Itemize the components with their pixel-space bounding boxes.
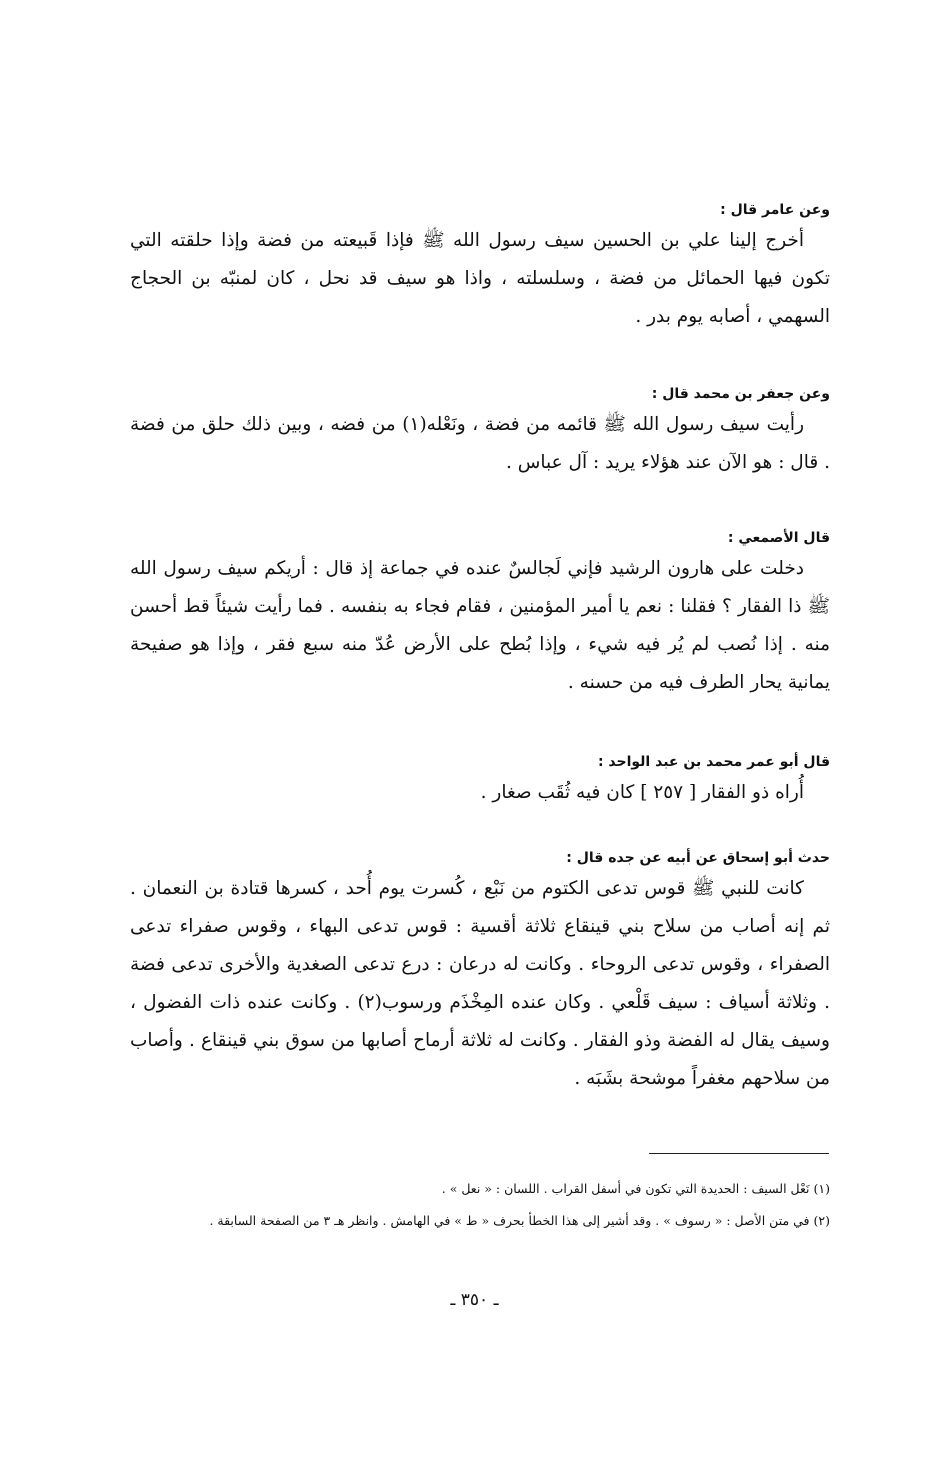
section-asmai (130, 530, 830, 702)
section-abu-umar (130, 754, 830, 812)
section-paragraph: دخلت على هارون الرشيد فإني لَجالسٌ عنده في جماعة إذ قال : أريكم سيف رسول الله ﷺ ذا الفقار ؟ فقلنا : نعم يا أمير المؤمنين ، فقام فجاء به بنفسه . فما رأيت شيئاً قط أحسن منه . إذا نُصب لم يُر فيه شيء ، وإذا بُطح على الأرض عُدّ منه سبع فقر ، وإذا هو صفيحة يمانية يحار الطرف فيه من حسنه . (130, 558, 830, 693)
section-paragraph: أخرج إلينا علي بن الحسين سيف رسول الله ﷺ فإذا قَبيعته من فضة وإذا حلقته التي تكون فيها الحمائل من فضة ، وسلسلته ، واذا هو سيف قد نحل ، كان لمنبّه بن الحجاج السهمي ، أصابه يوم بدر . (130, 230, 830, 327)
section-amir (130, 202, 830, 336)
section-heading: قال أبو عمر محمد بن عبد الواحد : (597, 754, 830, 770)
footnote-1: (١) نَعْل السيف : الحديدة التي تكون في أسفل القراب . اللسان : « نعل » . (441, 1181, 830, 1196)
section-heading: حدث أبو إسحاق عن أبيه عن جده قال : (566, 850, 830, 866)
section-heading: قال الأصمعي : (727, 530, 830, 546)
footnote-2: (٢) في متن الأصل : « رسوف » . وقد أشير إلى هذا الخطأ بحرف « ط » في الهامش . وانظر هـ ٣ من الصفحة السابقة . (209, 1213, 830, 1228)
page-number: ـ ٣٥٠ ـ (450, 1290, 499, 1310)
section-paragraph: كانت للنبي ﷺ قوس تدعى الكتوم من نَبْع ، كُسرت يوم أُحد ، كسرها قتادة بن النعمان . ثم إنه أصاب من سلاح بني قينقاع ثلاثة أقسية : قوس تدعى البهاء ، وقوس صفراء تدعى الصفراء ، وقوس تدعى الروحاء . وكانت له درعان : درع تدعى الصغدية والأخرى تدعى فضة . وثلاثة أسياف : سيف قَلْعي . وكان عنده المِخْذَم ورسوب(٢) . وكانت عنده ذات الفضول ، وسيف يقال له الفضة وذو الفقار . وكانت له ثلاثة أرماح أصابها من سوق بني قينقاع . وأصاب من سلاحهم مغفراً موشحة بشَبَه . (130, 878, 831, 1089)
section-paragraph: أُراه ذو الفقار [ ٢٥٧ ] كان فيه ثُقَب صغار . (480, 782, 804, 803)
section-heading: وعن جعفر بن محمد قال : (651, 386, 830, 402)
footnote-divider (649, 1153, 829, 1154)
section-jafar (130, 386, 830, 482)
section-heading: وعن عامر قال : (720, 202, 830, 218)
section-abu-ishaq (130, 850, 830, 1098)
section-paragraph: رأيت سيف رسول الله ﷺ قائمه من فضة ، ونَعْله(١) من فضه ، وبين ذلك حلق من فضة . قال : هو الآن عند هؤلاء يريد : آل عباس . (130, 414, 830, 473)
